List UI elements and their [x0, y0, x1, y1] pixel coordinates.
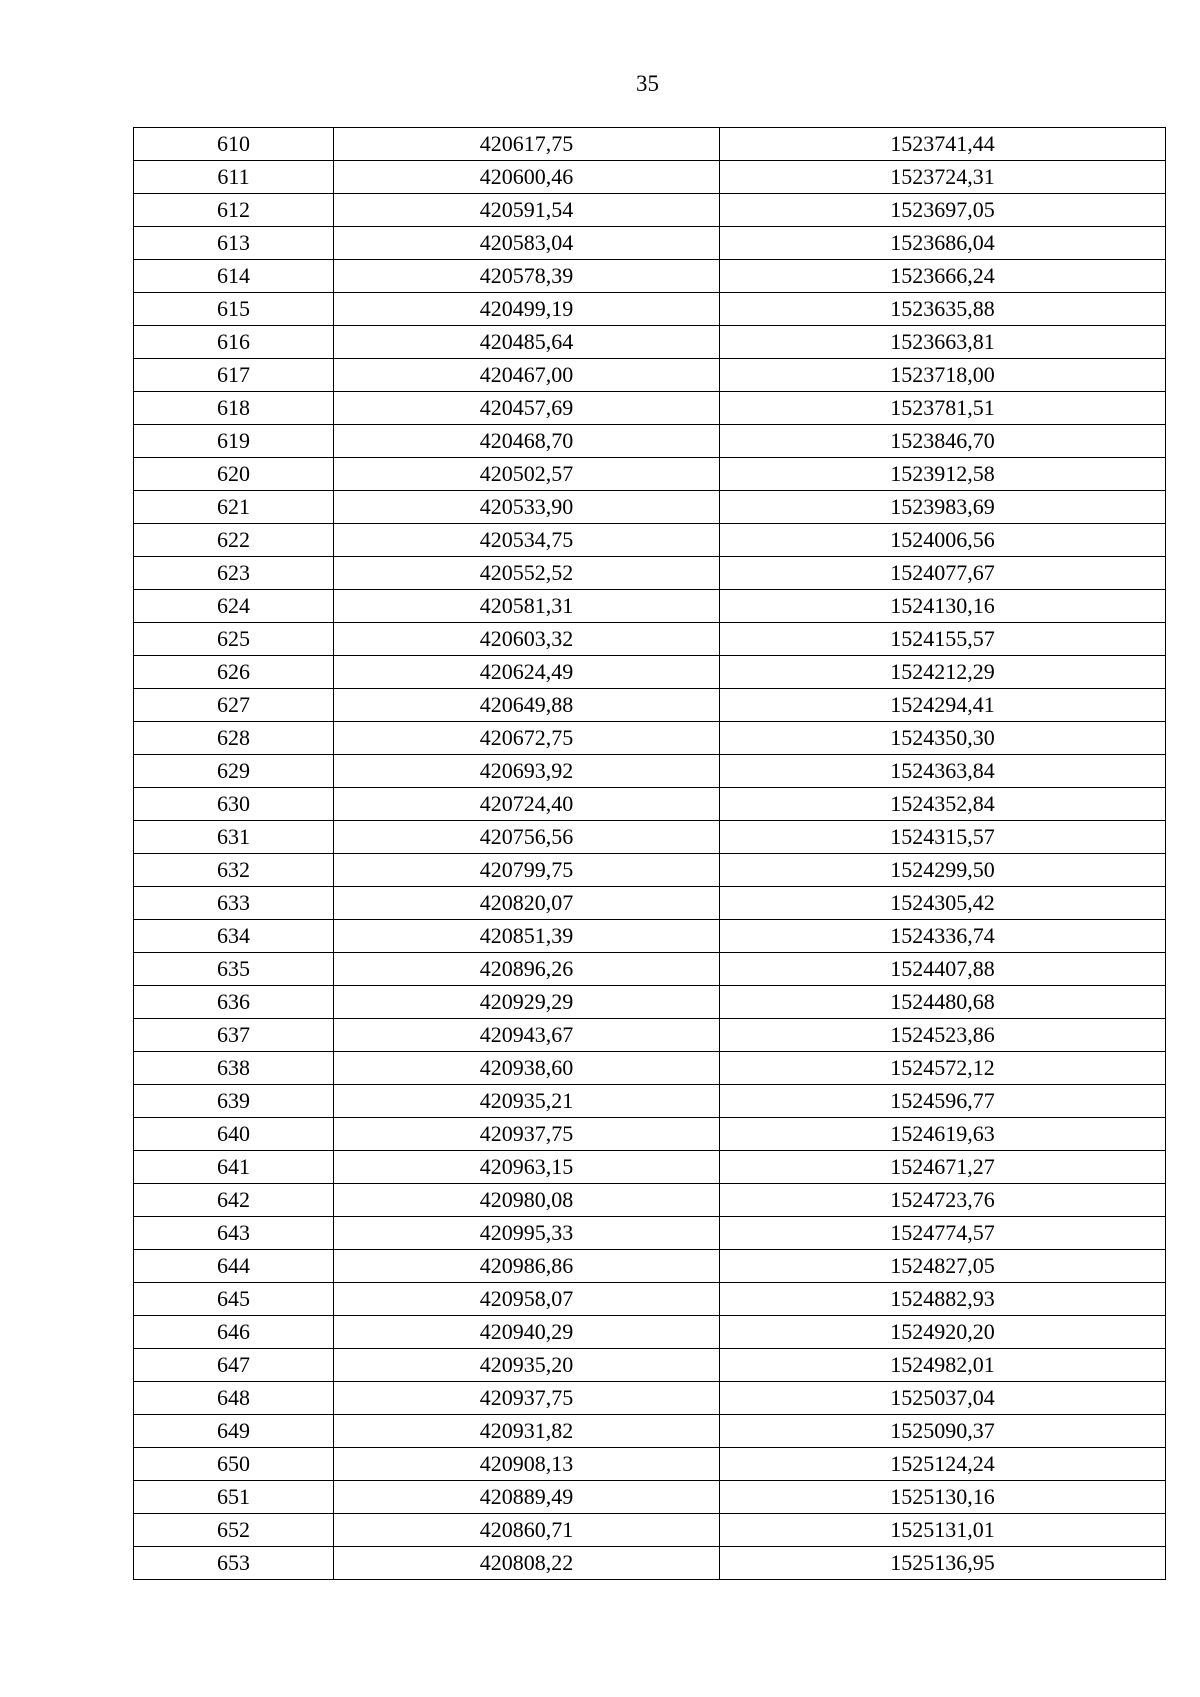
x-coordinate-cell: 420591,54: [334, 194, 720, 227]
y-coordinate-cell: 1524315,57: [720, 821, 1166, 854]
x-coordinate-cell: 420467,00: [334, 359, 720, 392]
table-row: [134, 425, 1166, 458]
table-row: [134, 359, 1166, 392]
x-coordinate-cell: 420649,88: [334, 689, 720, 722]
table-row: [134, 1019, 1166, 1052]
x-coordinate-cell: 420908,13: [334, 1448, 720, 1481]
y-coordinate-cell: 1523983,69: [720, 491, 1166, 524]
x-coordinate-cell: 420756,56: [334, 821, 720, 854]
x-coordinate-cell: 420799,75: [334, 854, 720, 887]
x-coordinate-cell: 420935,21: [334, 1085, 720, 1118]
table-row: [134, 326, 1166, 359]
point-number-cell: 625: [134, 623, 334, 656]
point-number-cell: 615: [134, 293, 334, 326]
coordinates-table-body: [134, 128, 1166, 1580]
x-coordinate-cell: 420468,70: [334, 425, 720, 458]
point-number-cell: 650: [134, 1448, 334, 1481]
point-number-cell: 630: [134, 788, 334, 821]
y-coordinate-cell: 1524305,42: [720, 887, 1166, 920]
point-number-cell: 628: [134, 722, 334, 755]
x-coordinate-cell: 420552,52: [334, 557, 720, 590]
y-coordinate-cell: 1524350,30: [720, 722, 1166, 755]
y-coordinate-cell: 1524336,74: [720, 920, 1166, 953]
coordinates-table: [133, 127, 1166, 1580]
table-row: [134, 623, 1166, 656]
x-coordinate-cell: 420600,46: [334, 161, 720, 194]
table-row: [134, 458, 1166, 491]
table-row: [134, 161, 1166, 194]
y-coordinate-cell: 1524572,12: [720, 1052, 1166, 1085]
x-coordinate-cell: 420896,26: [334, 953, 720, 986]
y-coordinate-cell: 1524920,20: [720, 1316, 1166, 1349]
point-number-cell: 632: [134, 854, 334, 887]
y-coordinate-cell: 1523912,58: [720, 458, 1166, 491]
table-row: [134, 986, 1166, 1019]
table-row: [134, 1283, 1166, 1316]
y-coordinate-cell: 1524352,84: [720, 788, 1166, 821]
x-coordinate-cell: 420533,90: [334, 491, 720, 524]
y-coordinate-cell: 1523663,81: [720, 326, 1166, 359]
x-coordinate-cell: 420820,07: [334, 887, 720, 920]
y-coordinate-cell: 1524212,29: [720, 656, 1166, 689]
x-coordinate-cell: 420603,32: [334, 623, 720, 656]
y-coordinate-cell: 1523846,70: [720, 425, 1166, 458]
x-coordinate-cell: 420980,08: [334, 1184, 720, 1217]
x-coordinate-cell: 420931,82: [334, 1415, 720, 1448]
table-row: [134, 128, 1166, 161]
x-coordinate-cell: 420578,39: [334, 260, 720, 293]
table-row: [134, 656, 1166, 689]
table-row: [134, 1316, 1166, 1349]
y-coordinate-cell: 1524480,68: [720, 986, 1166, 1019]
point-number-cell: 618: [134, 392, 334, 425]
point-number-cell: 611: [134, 161, 334, 194]
point-number-cell: 629: [134, 755, 334, 788]
x-coordinate-cell: 420724,40: [334, 788, 720, 821]
y-coordinate-cell: 1523724,31: [720, 161, 1166, 194]
point-number-cell: 634: [134, 920, 334, 953]
point-number-cell: 645: [134, 1283, 334, 1316]
table-row: [134, 1052, 1166, 1085]
y-coordinate-cell: 1524827,05: [720, 1250, 1166, 1283]
point-number-cell: 644: [134, 1250, 334, 1283]
table-row: [134, 491, 1166, 524]
table-row: [134, 260, 1166, 293]
point-number-cell: 639: [134, 1085, 334, 1118]
point-number-cell: 648: [134, 1382, 334, 1415]
table-row: [134, 689, 1166, 722]
x-coordinate-cell: 420499,19: [334, 293, 720, 326]
x-coordinate-cell: 420583,04: [334, 227, 720, 260]
y-coordinate-cell: 1524363,84: [720, 755, 1166, 788]
table-row: [134, 1382, 1166, 1415]
y-coordinate-cell: 1523781,51: [720, 392, 1166, 425]
point-number-cell: 617: [134, 359, 334, 392]
x-coordinate-cell: 420958,07: [334, 1283, 720, 1316]
x-coordinate-cell: 420624,49: [334, 656, 720, 689]
x-coordinate-cell: 420963,15: [334, 1151, 720, 1184]
y-coordinate-cell: 1525131,01: [720, 1514, 1166, 1547]
y-coordinate-cell: 1523666,24: [720, 260, 1166, 293]
point-number-cell: 623: [134, 557, 334, 590]
y-coordinate-cell: 1525037,04: [720, 1382, 1166, 1415]
point-number-cell: 652: [134, 1514, 334, 1547]
table-row: [134, 1514, 1166, 1547]
y-coordinate-cell: 1524882,93: [720, 1283, 1166, 1316]
y-coordinate-cell: 1524523,86: [720, 1019, 1166, 1052]
table-row: [134, 1085, 1166, 1118]
table-row: [134, 953, 1166, 986]
point-number-cell: 627: [134, 689, 334, 722]
point-number-cell: 640: [134, 1118, 334, 1151]
x-coordinate-cell: 420995,33: [334, 1217, 720, 1250]
x-coordinate-cell: 420938,60: [334, 1052, 720, 1085]
y-coordinate-cell: 1524774,57: [720, 1217, 1166, 1250]
point-number-cell: 651: [134, 1481, 334, 1514]
x-coordinate-cell: 420534,75: [334, 524, 720, 557]
y-coordinate-cell: 1524619,63: [720, 1118, 1166, 1151]
x-coordinate-cell: 420581,31: [334, 590, 720, 623]
table-row: [134, 1349, 1166, 1382]
point-number-cell: 638: [134, 1052, 334, 1085]
x-coordinate-cell: 420672,75: [334, 722, 720, 755]
y-coordinate-cell: 1525124,24: [720, 1448, 1166, 1481]
x-coordinate-cell: 420457,69: [334, 392, 720, 425]
page-number: 35: [636, 71, 659, 96]
y-coordinate-cell: 1523718,00: [720, 359, 1166, 392]
point-number-cell: 612: [134, 194, 334, 227]
point-number-cell: 626: [134, 656, 334, 689]
x-coordinate-cell: 420929,29: [334, 986, 720, 1019]
point-number-cell: 624: [134, 590, 334, 623]
table-row: [134, 293, 1166, 326]
y-coordinate-cell: 1524723,76: [720, 1184, 1166, 1217]
x-coordinate-cell: 420940,29: [334, 1316, 720, 1349]
point-number-cell: 653: [134, 1547, 334, 1580]
point-number-cell: 620: [134, 458, 334, 491]
table-row: [134, 194, 1166, 227]
point-number-cell: 633: [134, 887, 334, 920]
x-coordinate-cell: 420943,67: [334, 1019, 720, 1052]
point-number-cell: 643: [134, 1217, 334, 1250]
y-coordinate-cell: 1524407,88: [720, 953, 1166, 986]
y-coordinate-cell: 1523697,05: [720, 194, 1166, 227]
table-row: [134, 755, 1166, 788]
point-number-cell: 616: [134, 326, 334, 359]
point-number-cell: 647: [134, 1349, 334, 1382]
table-row: [134, 920, 1166, 953]
y-coordinate-cell: 1523635,88: [720, 293, 1166, 326]
y-coordinate-cell: 1523686,04: [720, 227, 1166, 260]
table-row: [134, 1448, 1166, 1481]
table-row: [134, 227, 1166, 260]
x-coordinate-cell: 420937,75: [334, 1118, 720, 1151]
point-number-cell: 641: [134, 1151, 334, 1184]
point-number-cell: 635: [134, 953, 334, 986]
y-coordinate-cell: 1525130,16: [720, 1481, 1166, 1514]
table-row: [134, 854, 1166, 887]
y-coordinate-cell: 1525090,37: [720, 1415, 1166, 1448]
point-number-cell: 636: [134, 986, 334, 1019]
table-row: [134, 722, 1166, 755]
x-coordinate-cell: 420502,57: [334, 458, 720, 491]
point-number-cell: 619: [134, 425, 334, 458]
x-coordinate-cell: 420693,92: [334, 755, 720, 788]
table-row: [134, 788, 1166, 821]
table-row: [134, 1151, 1166, 1184]
x-coordinate-cell: 420935,20: [334, 1349, 720, 1382]
table-row: [134, 1217, 1166, 1250]
point-number-cell: 631: [134, 821, 334, 854]
table-row: [134, 1415, 1166, 1448]
x-coordinate-cell: 420937,75: [334, 1382, 720, 1415]
point-number-cell: 642: [134, 1184, 334, 1217]
x-coordinate-cell: 420986,86: [334, 1250, 720, 1283]
table-row: [134, 524, 1166, 557]
table-row: [134, 821, 1166, 854]
y-coordinate-cell: 1524299,50: [720, 854, 1166, 887]
point-number-cell: 610: [134, 128, 334, 161]
y-coordinate-cell: 1524596,77: [720, 1085, 1166, 1118]
x-coordinate-cell: 420860,71: [334, 1514, 720, 1547]
y-coordinate-cell: 1524006,56: [720, 524, 1166, 557]
y-coordinate-cell: 1524671,27: [720, 1151, 1166, 1184]
table-row: [134, 557, 1166, 590]
x-coordinate-cell: 420808,22: [334, 1547, 720, 1580]
table-row: [134, 1547, 1166, 1580]
point-number-cell: 622: [134, 524, 334, 557]
point-number-cell: 613: [134, 227, 334, 260]
table-row: [134, 392, 1166, 425]
point-number-cell: 614: [134, 260, 334, 293]
table-row: [134, 1250, 1166, 1283]
x-coordinate-cell: 420617,75: [334, 128, 720, 161]
point-number-cell: 649: [134, 1415, 334, 1448]
y-coordinate-cell: 1524077,67: [720, 557, 1166, 590]
table-row: [134, 1118, 1166, 1151]
table-row: [134, 1184, 1166, 1217]
y-coordinate-cell: 1524294,41: [720, 689, 1166, 722]
point-number-cell: 621: [134, 491, 334, 524]
y-coordinate-cell: 1524982,01: [720, 1349, 1166, 1382]
x-coordinate-cell: 420851,39: [334, 920, 720, 953]
point-number-cell: 637: [134, 1019, 334, 1052]
x-coordinate-cell: 420889,49: [334, 1481, 720, 1514]
y-coordinate-cell: 1524155,57: [720, 623, 1166, 656]
y-coordinate-cell: 1524130,16: [720, 590, 1166, 623]
table-row: [134, 590, 1166, 623]
table-row: [134, 1481, 1166, 1514]
y-coordinate-cell: 1525136,95: [720, 1547, 1166, 1580]
point-number-cell: 646: [134, 1316, 334, 1349]
y-coordinate-cell: 1523741,44: [720, 128, 1166, 161]
x-coordinate-cell: 420485,64: [334, 326, 720, 359]
table-row: [134, 887, 1166, 920]
